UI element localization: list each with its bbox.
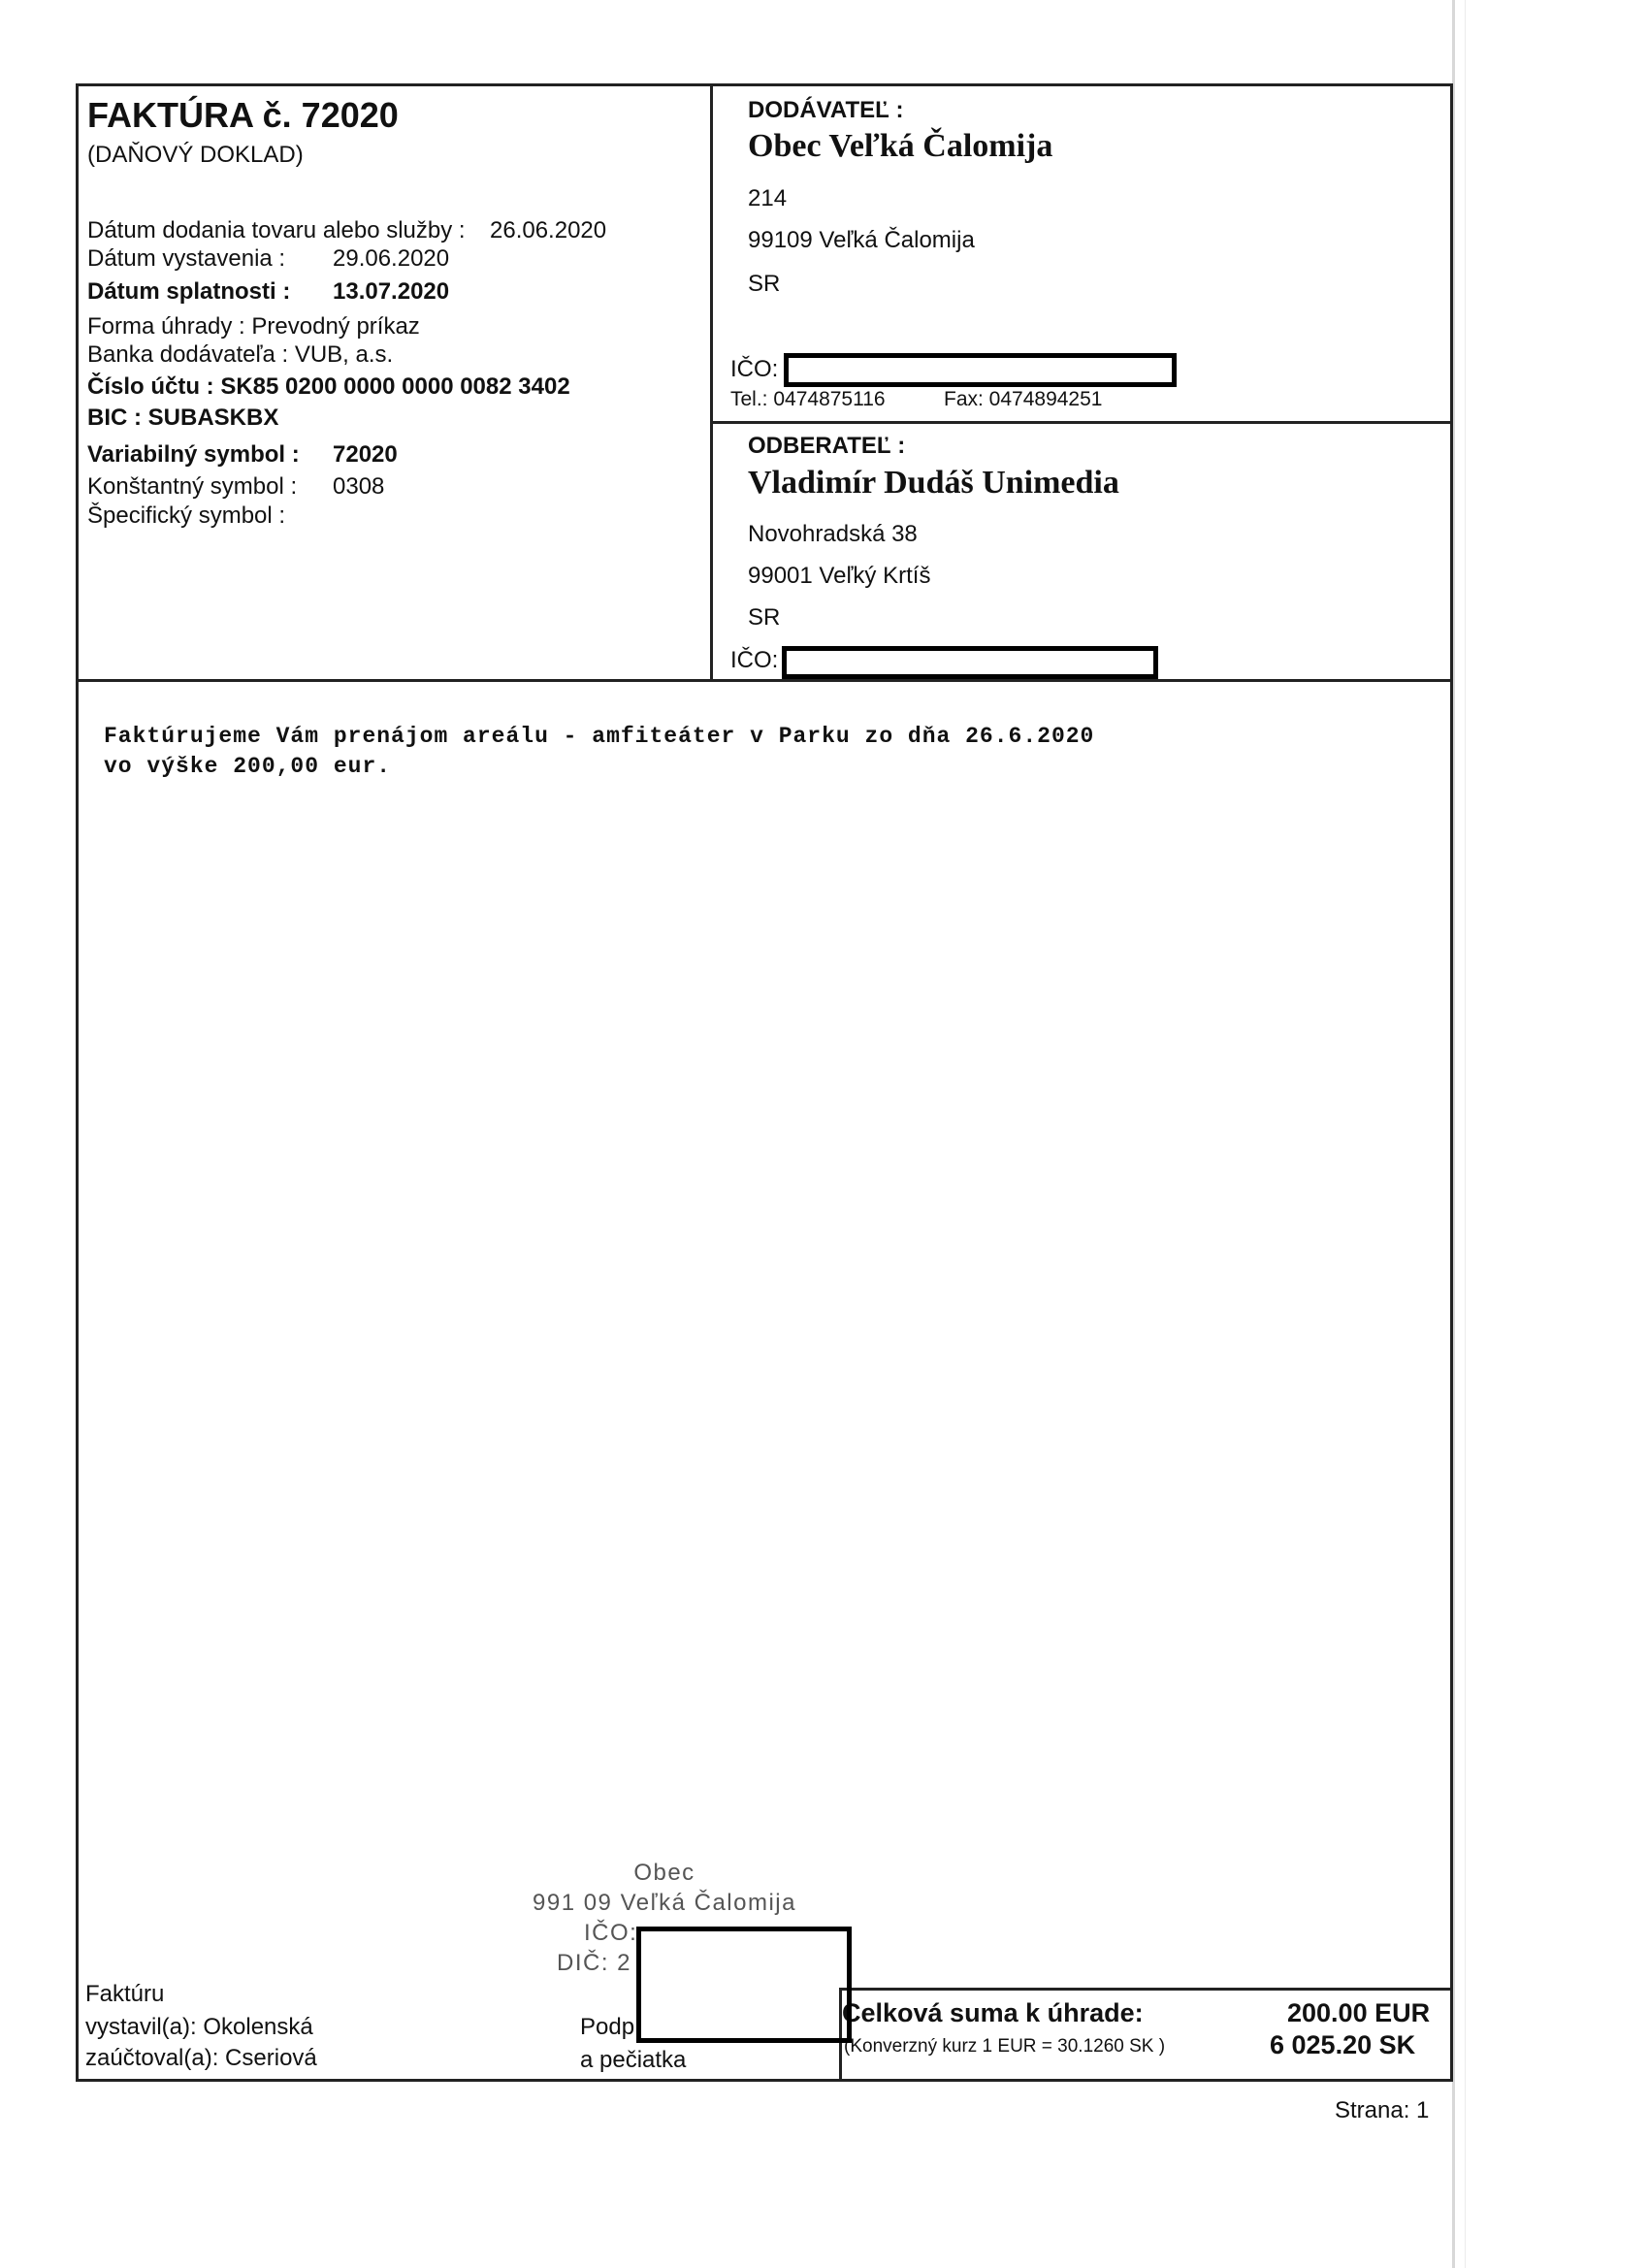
issued-heading: Faktúru bbox=[85, 1981, 165, 2007]
stamp-line-4: DIČ: 2 bbox=[557, 1950, 632, 1976]
supplier-ico-label: IČO: bbox=[730, 356, 779, 382]
invoice-description-line-2: vo výške 200,00 eur. bbox=[104, 754, 392, 779]
stamp-line-3: IČO: bbox=[584, 1920, 638, 1946]
supplier-country: SR bbox=[748, 271, 781, 297]
customer-street: Novohradská 38 bbox=[748, 521, 918, 547]
delivery-date: 26.06.2020 bbox=[490, 217, 607, 243]
supplier-heading: DODÁVATEĽ : bbox=[748, 97, 904, 123]
redacted-signature-box bbox=[636, 1927, 852, 2043]
issued-by: vystavil(a): Okolenská bbox=[85, 2014, 313, 2040]
stamp-line-1: Obec bbox=[633, 1860, 695, 1886]
conversion-rate: (Konverzný kurz 1 EUR = 30.1260 SK ) bbox=[844, 2036, 1166, 2057]
accounted-by: zaúčtoval(a): Cseriová bbox=[85, 2045, 317, 2071]
page-edge-shadow bbox=[1465, 0, 1466, 2268]
supplier-tel: Tel.: 0474875116 bbox=[730, 388, 886, 410]
total-label: Celková suma k úhrade: bbox=[842, 1998, 1144, 2027]
supplier-bank: Banka dodávateľa : VUB, a.s. bbox=[87, 341, 394, 368]
supplier-fax: Fax: 0474894251 bbox=[944, 388, 1103, 410]
issue-date: 29.06.2020 bbox=[333, 245, 450, 272]
invoice-description-line-1: Faktúrujeme Vám prenájom areálu - amfiteáter v Parku zo dňa 26.6.2020 bbox=[104, 724, 1095, 749]
account-number: Číslo účtu : SK85 0200 0000 0000 0082 3402 bbox=[87, 373, 570, 400]
supplier-city: 99109 Veľká Čalomija bbox=[748, 227, 975, 253]
customer-ico-label: IČO: bbox=[730, 647, 779, 673]
bic-code: BIC : SUBASKBX bbox=[87, 405, 279, 431]
signature-label-2: a pečiatka bbox=[580, 2047, 687, 2073]
supplier-customer-divider bbox=[710, 421, 1453, 424]
footer-divider bbox=[839, 1988, 1453, 1991]
variable-symbol-label: Variabilný symbol : bbox=[87, 441, 300, 468]
supplier-name: Obec Veľká Čalomija bbox=[748, 128, 1053, 164]
page-number: Strana: 1 bbox=[1335, 2097, 1430, 2123]
signature-label-1: Podp bbox=[580, 2014, 635, 2040]
header-divider bbox=[76, 679, 1453, 682]
invoice-title: FAKTÚRA č. 72020 bbox=[87, 95, 399, 135]
total-sk: 6 025.20 SK bbox=[1270, 2030, 1416, 2059]
constant-symbol: 0308 bbox=[333, 473, 385, 500]
stamp-line-2: 991 09 Veľká Čalomija bbox=[533, 1890, 796, 1916]
customer-country: SR bbox=[748, 604, 781, 631]
customer-heading: ODBERATEĽ : bbox=[748, 433, 906, 459]
constant-symbol-label: Konštantný symbol : bbox=[87, 473, 298, 500]
specific-symbol-label: Špecifický symbol : bbox=[87, 502, 286, 529]
payment-form: Forma úhrady : Prevodný príkaz bbox=[87, 313, 420, 340]
issue-date-label: Dátum vystavenia : bbox=[87, 245, 286, 272]
customer-city: 99001 Veľký Krtíš bbox=[748, 563, 931, 589]
due-date-label: Dátum splatnosti : bbox=[87, 278, 291, 305]
variable-symbol: 72020 bbox=[333, 441, 398, 468]
invoice-subtitle: (DAŇOVÝ DOKLAD) bbox=[87, 142, 304, 168]
due-date: 13.07.2020 bbox=[333, 278, 450, 305]
header-column-divider bbox=[710, 83, 713, 682]
delivery-date-label: Dátum dodania tovaru alebo služby : bbox=[87, 217, 466, 243]
total-eur: 200.00 EUR bbox=[1287, 1998, 1431, 2027]
customer-name: Vladimír Dudáš Unimedia bbox=[748, 465, 1119, 501]
redacted-customer-ico bbox=[782, 646, 1158, 679]
redacted-supplier-ico bbox=[784, 353, 1177, 387]
supplier-street: 214 bbox=[748, 185, 788, 211]
